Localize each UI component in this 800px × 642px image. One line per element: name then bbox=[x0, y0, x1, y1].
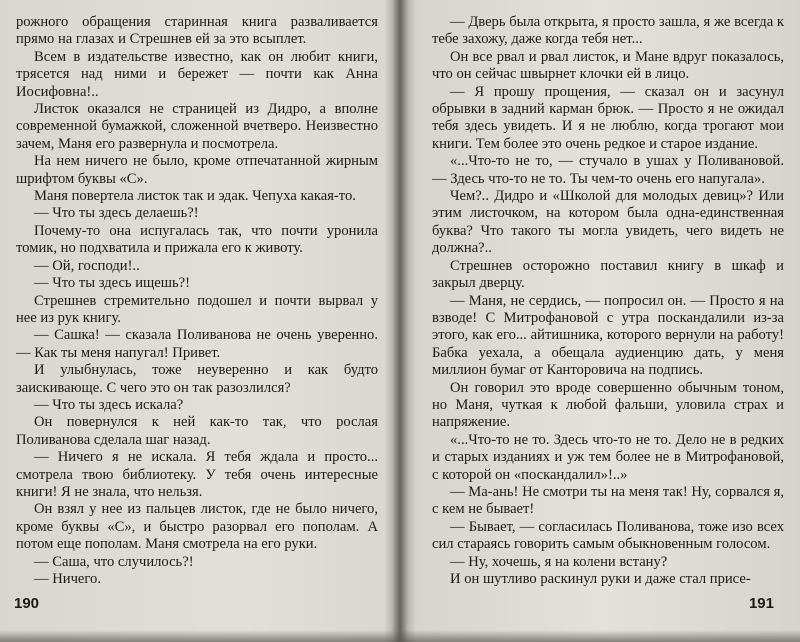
paragraph: — Ничего. bbox=[34, 571, 101, 587]
paragraph: — Что ты здесь делаешь?! bbox=[34, 205, 199, 222]
paragraph: — Бывает, — согласилась Поливанова, тоже изо всех сил стараясь говорить самым обыкновенным голосом. bbox=[432, 518, 784, 553]
paragraph: Маня повертела листок так и эдак. Чепуха какая-то. bbox=[34, 188, 356, 205]
paragraph: И улыбнулась, тоже неуверенно и как будто заискивающе. С чего это он так разозлился? bbox=[16, 362, 378, 396]
paragraph: — Маня, не сердись, — попросил он. — Просто я на взводе! С Митрофановой с утра поскандалили из-за этого, как его... айтишника, которого вернули на работу! Бабка уехала, а обещала аудиенцию дать, у меня миллион бумаг от Канторовича на подпись. bbox=[432, 292, 784, 379]
page-number: 191 bbox=[748, 595, 774, 612]
paragraph: — Ну, хочешь, я на колени встану? bbox=[450, 553, 668, 570]
paragraph: Стрешнев стремительно подошел и почти вырвал у нее из рук книгу. bbox=[16, 292, 378, 326]
left-page bbox=[0, 0, 398, 642]
paragraph: Чем?.. Дидро и «Школой для молодых девиц»? Или этим листочком, на котором была одна-единственная буква? Что такого ты могла увидеть, чего видеть не должна?.. bbox=[432, 188, 784, 257]
right-page bbox=[402, 0, 800, 642]
paragraph: — Ма-ань! Не смотри ты на меня так! Ну, сорвался я, с кем не бывает! bbox=[432, 483, 784, 518]
paragraph: И он шутливо раскинул руки и даже стал присе- bbox=[450, 571, 751, 587]
paragraph: Он говорил это вроде совершенно обычным тоном, но Маня, чуткая к любой фальши, уловила страх и напряжение. bbox=[432, 379, 784, 431]
paragraph: — Саша, что случилось?! bbox=[34, 553, 194, 570]
paragraph: — Я прошу прощения, — сказал он и засунул обрывки в задний карман брюк. — Просто я не ожидал тебя здесь увидеть. И я не люблю, когда трогают мои книги. Тем более это очень редкое и старое издание. bbox=[432, 83, 784, 152]
page-bottom-edge bbox=[0, 630, 800, 642]
paragraph: Он все рвал и рвал листок, и Мане вдруг показалось, что он сейчас швырнет клочки ей в лицо. bbox=[432, 48, 784, 83]
right-page-text bbox=[432, 14, 784, 588]
paragraph: — Ой, господи!.. bbox=[34, 257, 140, 274]
paragraph: — Сашка! — сказала Поливанова не очень уверенно. — Как ты меня напугал! Привет. bbox=[16, 327, 378, 361]
paragraph: Он повернулся к ней как-то так, что рослая Поливанова сделала шаг назад. bbox=[16, 414, 378, 448]
paragraph: Он взял у нее из пальцев листок, где не было ничего, кроме буквы «С», и быстро разорвал его пополам. А потом еще пополам. Маня смотрела на его руки. bbox=[16, 501, 378, 553]
paragraph: Всем в издательстве известно, как он любит книги, трясется над ними и бережет — почти как Анна Иосифовна!.. bbox=[16, 48, 378, 100]
paragraph: — Ничего я не искала. Я тебя ждала и просто... смотрела твою библиотеку. У тебя очень интересные книги! Я не знала, что нельзя. bbox=[16, 449, 378, 500]
paragraph: — Дверь была открыта, я просто зашла, я же всегда к тебе захожу, даже когда тебя нет... bbox=[432, 14, 784, 48]
paragraph: Листок оказался не страницей из Дидро, а вполне современной бумажкой, сложенной вчетверо. Неизвестно зачем, Маня его развернула и посмотрела. bbox=[16, 101, 378, 152]
paragraph: «...Что-то не то, — стучало в ушах у Поливановой. — Здесь что-то не то. Ты чем-то очень его напугала». bbox=[432, 153, 784, 187]
paragraph: «...Что-то не то. Здесь что-то не то. Дело не в редких и старых изданиях и уж тем более не в Митрофановой, с которой он «поскандалил»!..» bbox=[432, 431, 784, 483]
paragraph: рожного обращения старинная книга разваливается прямо на глазах и Стрешнев ей за это всыплет. bbox=[16, 14, 378, 48]
paragraph: — Что ты здесь ищешь?! bbox=[34, 275, 190, 292]
page-number: 190 bbox=[14, 595, 40, 612]
paragraph: На нем ничего не было, кроме отпечатанной жирным шрифтом буквы «С». bbox=[16, 153, 378, 187]
paragraph: Почему-то она испугалась так, что почти уронила томик, но подхватила и прижала его к животу. bbox=[16, 222, 378, 257]
paragraph: Стрешнев осторожно поставил книгу в шкаф и закрыл дверцу. bbox=[432, 257, 784, 292]
paragraph: — Что ты здесь искала? bbox=[34, 396, 184, 413]
left-page-text bbox=[16, 14, 378, 588]
